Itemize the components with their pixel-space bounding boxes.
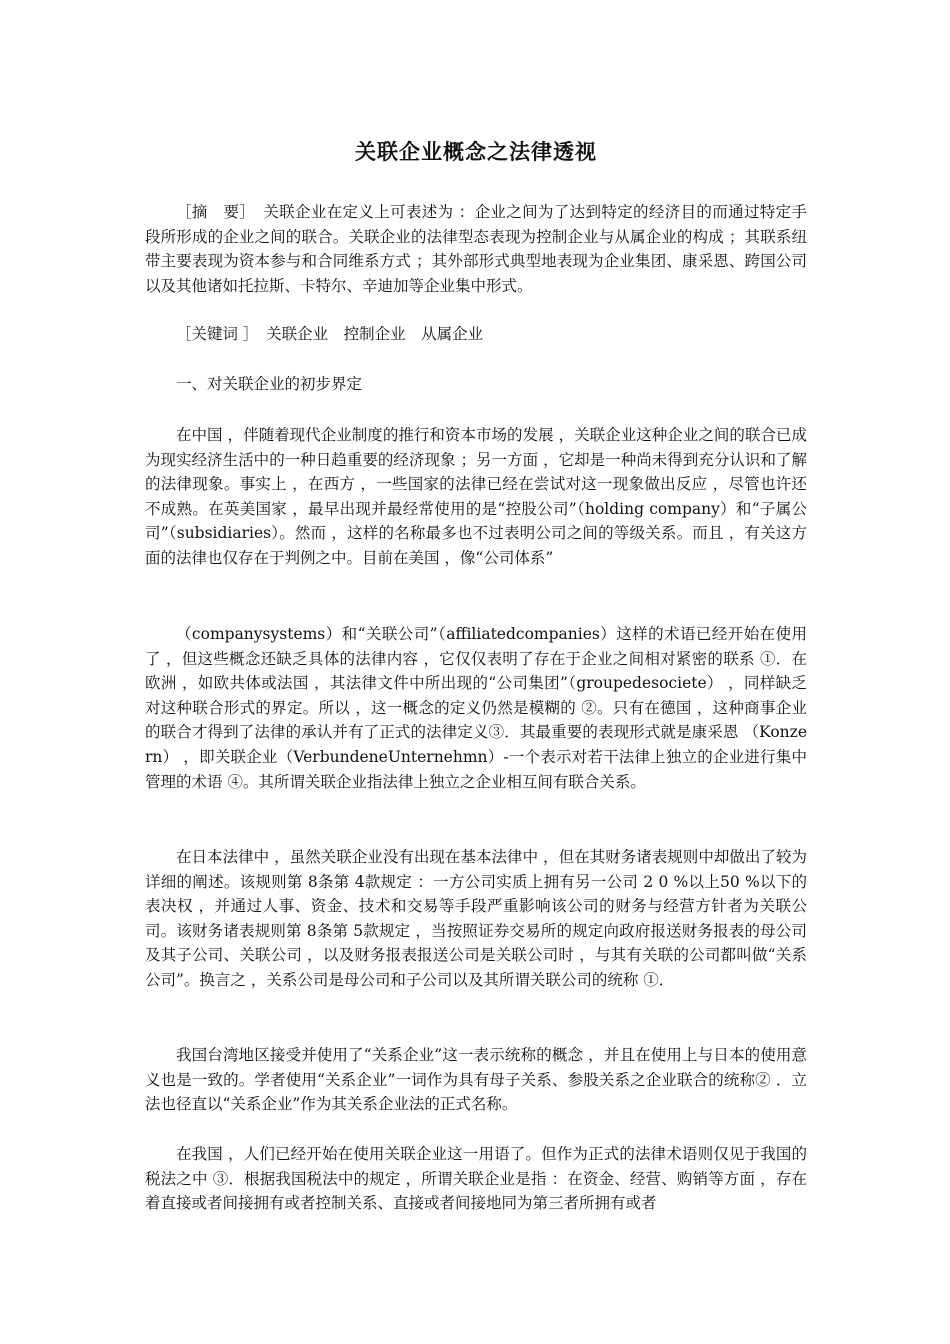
abstract-paragraph: ［摘 要］ 关联企业在定义上可表述为 ：企业之间为了达到特定的经济目的而通过特定手段所形成的企业之间的联合。关联企业的法律型态表现为控制企业与从属企业的构成 ；其联系纽带主要表现为资本参与和合同维系方式 ；其外部形式典型地表现为企业集团、康采恩、跨国公司以及其他诸如托拉斯、卡特尔、辛迪加等企业集中形式。 — [145, 203, 807, 295]
body-paragraph-4: 我国台湾地区接受并使用了“关系企业”这一表示统称的概念 ，并且在使用上与日本的使用意义也是一致的。学者使用“关系企业”一词作为具有母子关系、参股关系之企业联合的统称② ．立法也径直以“关系企业”作为其关系企业法的正式名称。 — [145, 1046, 807, 1114]
body-paragraph-3: 在日本法律中 ，虽然关联企业没有出现在基本法律中 ，但在其财务诸表规则中却做出了较为详细的阐述。该规则第 8条第 4款规定 ：一方公司实质上拥有另一公司 2 0 %以上50 %以下的表决权 ，并通过人事、资金、技术和交易等手段严重影响该公司的财务与经营方针者为关联公司。该财务诸表规则第 8条第 5款规定 ，当按照证券交易所的规定向政府报送财务报表的母公司及其子公司、关联公司 ，以及财务报表报送公司是关联公司时 ，与其有关联的公司都叫做“关系公司”。换言之 ，关系公司是母公司和子公司以及其所谓关联公司的统称 ①． — [145, 848, 807, 989]
body-paragraph-2: （companysystems）和“关联公司”（affiliatedcompanies）这样的术语已经开始在使用了 ，但这些概念还缺乏具体的法律内容 ，它仅仅表明了存在于企业之间相对紧密的联系 ①．在欧洲 ，如欧共体或法国 ，其法律文件中所出现的“公司集团”（groupedesociete） ，同样缺乏对这种联合形式的界定。所以 ，这一概念的定义仍然是模糊的 ②。只有在德国 ，这种商事企业的联合才得到了法律的承认并有了正式的法律定义③．其最重要的表现形式就是康采恩 （Konzern） ，即关联企业（VerbundeneUnternehmn）-一个表示对若干法律上独立的企业进行集中管理的术语 ④。其所谓关联企业指法律上独立之企业相互间有联合关系。 — [145, 625, 807, 791]
keywords-line: ［关键词 ］ 关联企业 控制企业 从属企业 — [176, 325, 484, 343]
document-title: 关联企业概念之法律透视 — [355, 139, 597, 164]
body-paragraph-5: 在我国 ，人们已经开始在使用关联企业这一用语了。但作为正式的法律术语则仅见于我国的税法之中 ③．根据我国税法中的规定 ，所谓关联企业是指 ：在资金、经营、购销等方面 ，存在着直接或者间接拥有或者控制关系、直接或者间接地同为第三者所拥有或者 — [145, 1145, 807, 1213]
body-paragraph-1: 在中国 ，伴随着现代企业制度的推行和资本市场的发展 ，关联企业这种企业之间的联合已成为现实经济生活中的一种日趋重要的经济现象 ；另一方面 ，它却是一种尚未得到充分认识和了解的法律现象。事实上 ，在西方 ，一些国家的法律已经在尝试对这一现象做出反应 ，尽管也许还不成熟。在英美国家 ，最早出现并最经常使用的是“控股公司”（holding company）和“子属公司”（subsidiaries）。然而 ，这样的名称最多也不过表明公司之间的等级关系。而且 ，有关这方面的法律也仅存在于判例之中。目前在美国 ，像“公司体系” — [145, 426, 807, 567]
section-heading: 一、对关联企业的初步界定 — [176, 375, 363, 393]
